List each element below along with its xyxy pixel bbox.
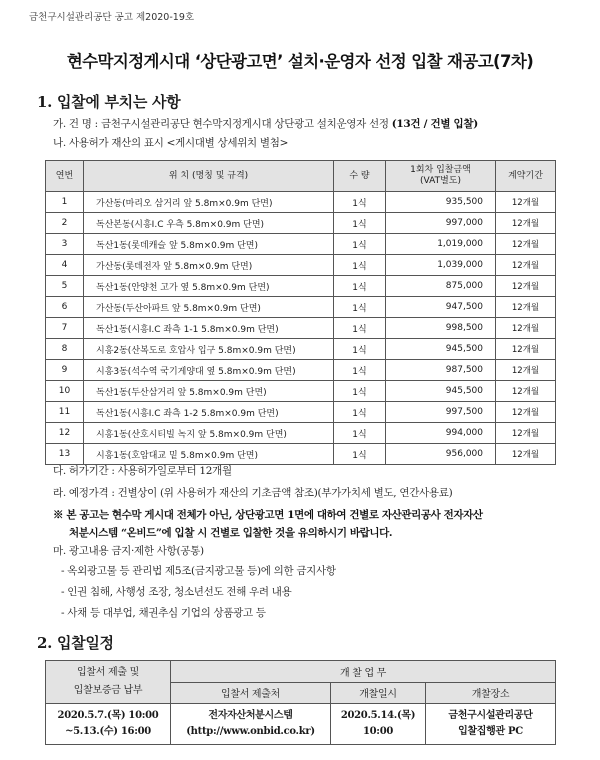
cell-quantity: 1식	[334, 297, 386, 318]
cell-period: 12개월	[496, 339, 556, 360]
table-row	[46, 234, 556, 255]
cell-period: 12개월	[496, 360, 556, 381]
col-amount	[386, 161, 496, 192]
col-amount-line1: 1회차 입찰금액	[410, 165, 471, 175]
col-submission-line1: 입찰서 제출 및	[77, 667, 139, 678]
cell-quantity: 1식	[334, 192, 386, 213]
col-submit-to: 입찰서 제출처	[171, 682, 331, 704]
cell-period: 12개월	[496, 402, 556, 423]
cell-no: 1	[46, 192, 84, 213]
cell-period: 12개월	[496, 297, 556, 318]
page-title: 현수막지정게시대 ‘상단광고면’ 설치·운영자 선정 입찰 재공고(7차)	[66, 52, 534, 71]
item-name-line	[53, 116, 478, 131]
cell-location: 시흥1동(산호시티빌 녹지 앞 5.8m×0.9m 단면)	[84, 423, 334, 444]
table-row	[46, 318, 556, 339]
cell-location: 시흥1동(호암대교 밑 5.8m×0.9m 단면)	[84, 444, 334, 465]
cell-amount: 956,000	[386, 444, 496, 465]
cell-no: 12	[46, 423, 84, 444]
table-row	[46, 360, 556, 381]
cell-period: 12개월	[496, 276, 556, 297]
cell-location: 독산1동(롯데캐슬 앞 5.8m×0.9m 단면)	[84, 234, 334, 255]
cell-no: 10	[46, 381, 84, 402]
cell-location: 시흥2동(산복도로 호압사 입구 5.8m×0.9m 단면)	[84, 339, 334, 360]
notice-paragraph	[53, 506, 553, 542]
property-table-header	[46, 161, 556, 192]
cell-quantity: 1식	[334, 402, 386, 423]
notice-line-1: ※ 본 공고는 현수막 게시대 전체가 아닌, 상단광고면 1면에 대하여 건별로 자산관리공사 전자자산	[53, 509, 483, 521]
cell-no: 4	[46, 255, 84, 276]
opening-time: 10:00	[362, 726, 394, 737]
restriction-item: - 사채 등 대부업, 채권추심 기업의 상품광고 등	[61, 607, 266, 619]
opening-date: 2020.5.14.(목)	[340, 710, 416, 721]
table-row	[46, 192, 556, 213]
cell-amount: 875,000	[386, 276, 496, 297]
cell-amount: 994,000	[386, 423, 496, 444]
cell-location: 독산1동(안양천 고가 옆 5.8m×0.9m 단면)	[84, 276, 334, 297]
restriction-item: - 인권 침해, 사행성 조장, 청소년선도 전해 우려 내용	[61, 586, 292, 598]
cell-amount: 987,500	[386, 360, 496, 381]
cell-quantity: 1식	[334, 318, 386, 339]
cell-quantity: 1식	[334, 276, 386, 297]
schedule-table	[45, 660, 556, 745]
cell-amount: 1,039,000	[386, 255, 496, 276]
col-opening-place: 개찰장소	[426, 682, 556, 704]
onbid-link[interactable]: (http://www.onbid.co.kr)	[186, 726, 315, 737]
cell-location: 가산동(롯데전자 앞 5.8m×0.9m 단면)	[84, 255, 334, 276]
section-heading-bid-items: 1. 입찰에 부치는 사항	[37, 93, 181, 111]
col-quantity: 수 량	[334, 161, 386, 192]
cell-amount: 1,019,000	[386, 234, 496, 255]
notice-line-2: 처분시스템 “온비드”에 입찰 시 건별로 입찰한 것을 유의하시기 바랍니다.	[69, 527, 393, 539]
col-amount-line2: (VAT별도)	[420, 176, 461, 186]
schedule-row	[46, 704, 556, 745]
cell-period: 12개월	[496, 423, 556, 444]
col-location: 위 치 (명칭 및 규격)	[84, 161, 334, 192]
estimated-price-line: 라. 예정가격 : 건별상이 (위 사용허가 재산의 기초금액 참조)(부가가치세 별도, 연간사용료)	[53, 487, 453, 499]
table-row	[46, 402, 556, 423]
cell-location: 가산동(마리오 삼거리 앞 5.8m×0.9m 단면)	[84, 192, 334, 213]
cell-quantity: 1식	[334, 255, 386, 276]
cell-quantity: 1식	[334, 360, 386, 381]
cell-no: 2	[46, 213, 84, 234]
col-opening-date: 개찰일시	[331, 682, 426, 704]
cell-amount: 997,500	[386, 402, 496, 423]
cell-location: 독산1동(두산삼거리 앞 5.8m×0.9m 단면)	[84, 381, 334, 402]
system-name: 전자자산처분시스템	[208, 710, 293, 721]
cell-quantity: 1식	[334, 444, 386, 465]
cell-no: 6	[46, 297, 84, 318]
property-table	[45, 160, 556, 465]
cell-period: 12개월	[496, 192, 556, 213]
table-row	[46, 339, 556, 360]
item-count-text: (13건 / 건별 입찰)	[391, 118, 478, 130]
table-row	[46, 444, 556, 465]
cell-period: 12개월	[496, 234, 556, 255]
cell-no: 13	[46, 444, 84, 465]
cell-opening-place	[426, 704, 556, 745]
cell-location: 시흥3동(석수역 국기게양대 옆 5.8m×0.9m 단면)	[84, 360, 334, 381]
cell-no: 9	[46, 360, 84, 381]
cell-submission-period	[46, 704, 171, 745]
table-row	[46, 276, 556, 297]
item-name-text: 가. 건 명 : 금천구시설관리공단 현수막지정게시대 상단광고 설치운영자 선정	[53, 118, 392, 130]
col-submission	[46, 661, 171, 704]
table-row	[46, 255, 556, 276]
cell-no: 5	[46, 276, 84, 297]
cell-period: 12개월	[496, 381, 556, 402]
permit-period-line: 다. 허가기간 : 사용허가일로부터 12개월	[53, 465, 232, 477]
cell-no: 7	[46, 318, 84, 339]
table-row	[46, 297, 556, 318]
cell-amount: 947,500	[386, 297, 496, 318]
submission-end: ~5.13.(수) 16:00	[65, 726, 151, 737]
cell-location: 독산1동(시흥I.C 좌측 1-1 5.8m×0.9m 단면)	[84, 318, 334, 339]
cell-quantity: 1식	[334, 381, 386, 402]
place-org: 금천구시설관리공단	[448, 710, 533, 721]
property-display-line: 나. 사용허가 재산의 표시 <게시대별 상세위치 별첨>	[53, 137, 289, 149]
cell-submit-to	[171, 704, 331, 745]
cell-location: 독산본동(시흥I.C 우측 5.8m×0.9m 단면)	[84, 213, 334, 234]
col-no: 연번	[46, 161, 84, 192]
cell-quantity: 1식	[334, 213, 386, 234]
cell-amount: 997,000	[386, 213, 496, 234]
table-row	[46, 213, 556, 234]
submission-start: 2020.5.7.(목) 10:00	[57, 710, 159, 721]
col-opening-group: 개 찰 업 무	[171, 661, 556, 683]
cell-period: 12개월	[496, 255, 556, 276]
cell-location: 가산동(두산아파트 앞 5.8m×0.9m 단면)	[84, 297, 334, 318]
notice-number: 금천구시설관리공단 공고 제2020-19호	[29, 12, 195, 23]
cell-amount: 935,500	[386, 192, 496, 213]
col-submission-line2: 입찰보증금 납부	[73, 685, 143, 696]
restriction-item: - 옥외광고물 등 관리법 제5조(금지광고물 등)에 의한 금지사항	[61, 565, 336, 577]
cell-period: 12개월	[496, 213, 556, 234]
cell-period: 12개월	[496, 318, 556, 339]
ad-restriction-heading: 마. 광고내용 금지·제한 사항(공통)	[53, 545, 204, 557]
cell-quantity: 1식	[334, 234, 386, 255]
cell-opening-date	[331, 704, 426, 745]
place-pc: 입찰집행관 PC	[458, 726, 523, 737]
cell-quantity: 1식	[334, 339, 386, 360]
cell-amount: 998,500	[386, 318, 496, 339]
cell-amount: 945,500	[386, 381, 496, 402]
col-period: 계약기간	[496, 161, 556, 192]
cell-no: 3	[46, 234, 84, 255]
schedule-header-row	[46, 661, 556, 683]
table-row	[46, 423, 556, 444]
section-heading-schedule: 2. 입찰일정	[37, 634, 114, 652]
cell-period: 12개월	[496, 444, 556, 465]
cell-amount: 945,500	[386, 339, 496, 360]
cell-quantity: 1식	[334, 423, 386, 444]
table-row	[46, 381, 556, 402]
cell-no: 8	[46, 339, 84, 360]
cell-location: 독산1동(시흥I.C 좌측 1-2 5.8m×0.9m 단면)	[84, 402, 334, 423]
cell-no: 11	[46, 402, 84, 423]
